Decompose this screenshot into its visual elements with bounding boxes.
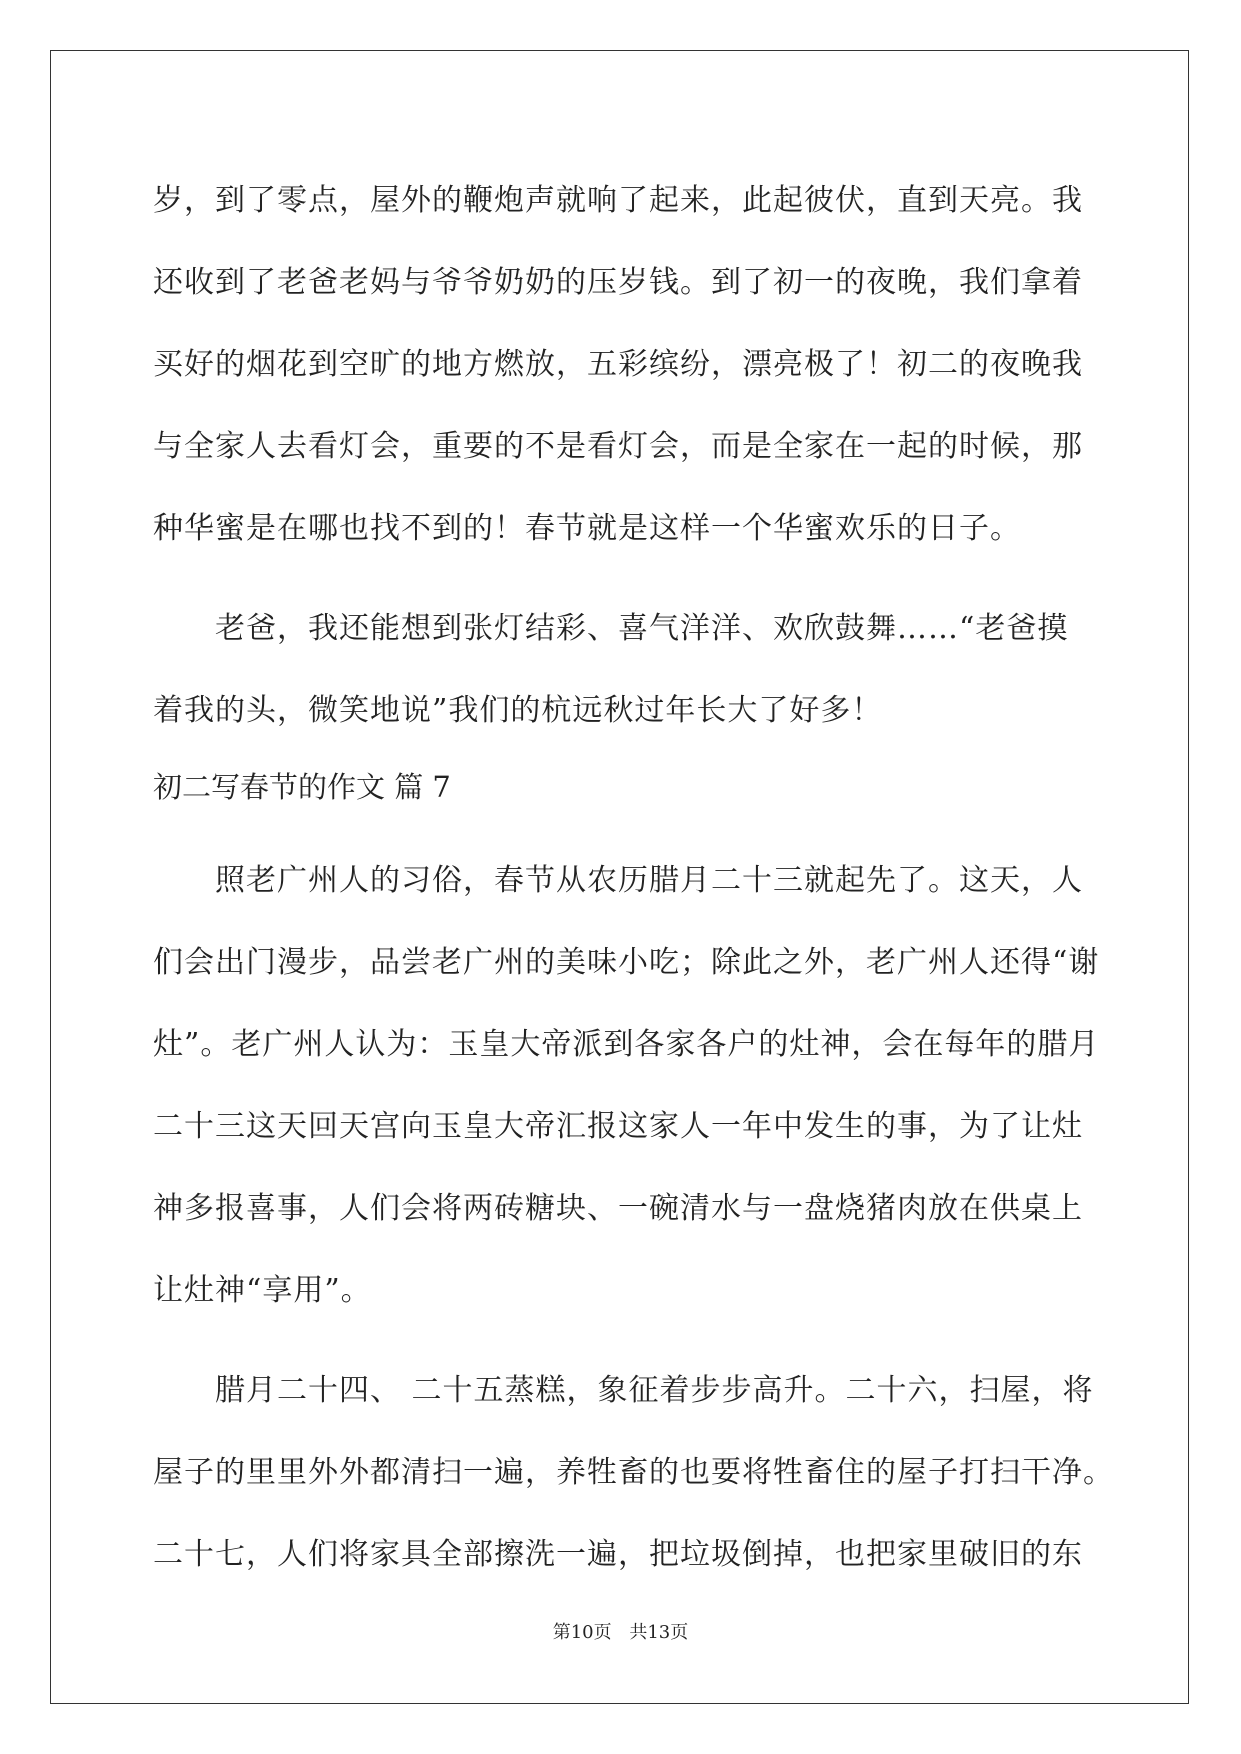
text-line: 照老广州人的习俗，春节从农历腊月二十三就起先了。这天，人	[153, 863, 1083, 898]
text-line: 二十三这天回天宫向玉皇大帝汇报这家人一年中发生的事，为了让灶	[153, 1109, 1083, 1144]
text-line: 岁，到了零点，屋外的鞭炮声就响了起来，此起彼伏，直到天亮。我	[153, 183, 1083, 218]
text-line: 屋子的里里外外都清扫一遍，养牲畜的也要将牲畜住的屋子打扫干净。	[153, 1455, 1114, 1490]
text-line: 们会出门漫步，品尝老广州的美味小吃；除此之外，老广州人还得“谢	[153, 945, 1100, 980]
text-line: 还收到了老爸老妈与爷爷奶奶的压岁钱。到了初一的夜晚，我们拿着	[153, 265, 1083, 300]
page-number: 第10页	[552, 1622, 612, 1643]
text-line: 与全家人去看灯会，重要的不是看灯会，而是全家在一起的时候，那	[153, 429, 1083, 464]
text-line: 种华蜜是在哪也找不到的！春节就是这样一个华蜜欢乐的日子。	[153, 511, 1021, 546]
document-body	[153, 160, 1114, 1596]
total-pages: 共13页	[629, 1622, 689, 1643]
page-footer	[0, 1618, 1241, 1644]
text-line: 着我的头，微笑地说”我们的杭远秋过年长大了好多！	[153, 693, 883, 728]
section-heading: 初二写春节的作文 篇 7	[153, 770, 451, 804]
text-line: 让灶神“享用”。	[153, 1273, 372, 1308]
text-line: 神多报喜事，人们会将两砖糖块、一碗清水与一盘烧猪肉放在供桌上	[153, 1191, 1083, 1226]
text-line: 买好的烟花到空旷的地方燃放，五彩缤纷，漂亮极了！初二的夜晚我	[153, 347, 1083, 382]
text-line: 腊月二十四、 二十五蒸糕，象征着步步高升。二十六，扫屋，将	[153, 1373, 1094, 1408]
text-line: 二十七，人们将家具全部擦洗一遍，把垃圾倒掉，也把家里破旧的东	[153, 1537, 1083, 1572]
text-line: 老爸，我还能想到张灯结彩、喜气洋洋、欢欣鼓舞……“老爸摸	[153, 611, 1069, 646]
text-line: 灶”。老广州人认为：玉皇大帝派到各家各户的灶神，会在每年的腊月	[153, 1027, 1100, 1062]
